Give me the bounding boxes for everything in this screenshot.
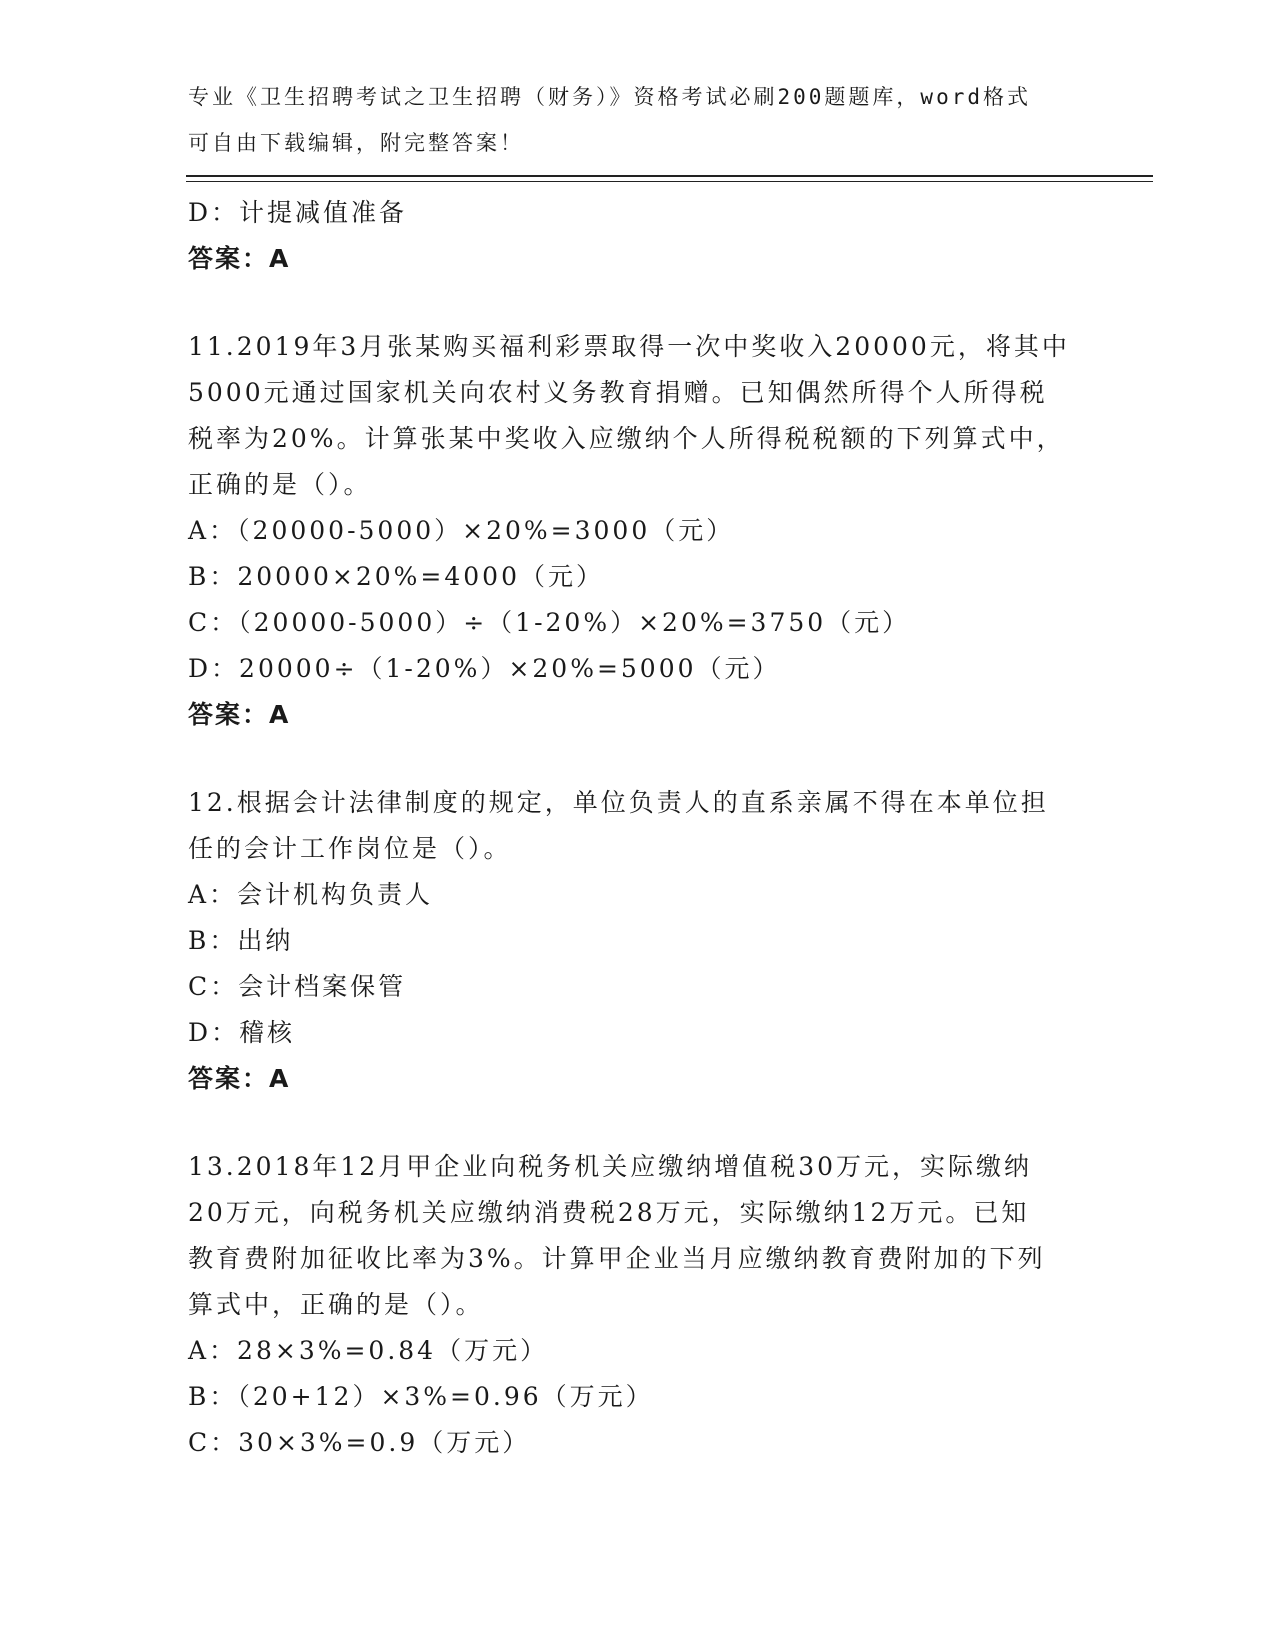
header-line: 可自由下载编辑，附完整答案！ <box>188 131 524 155</box>
answer-line: 答案：A <box>188 700 291 729</box>
spacer <box>188 738 1088 780</box>
option-d: D：计提减值准备 <box>188 198 408 227</box>
question-line: 任的会计工作岗位是（）。 <box>188 834 512 863</box>
question-text <box>188 324 1088 508</box>
question-line: 算式中，正确的是（）。 <box>188 1290 484 1319</box>
question-fragment <box>188 190 1088 282</box>
option-a: A：（20000-5000）×20%=3000（元） <box>188 516 735 545</box>
question-11 <box>188 324 1088 738</box>
question-line: 税率为20%。计算张某中奖收入应缴纳个人所得税税额的下列算式中， <box>188 424 1065 453</box>
option-c: C：会计档案保管 <box>188 972 407 1001</box>
option-b: B：（20+12）×3%=0.96（万元） <box>188 1382 654 1411</box>
question-line: 正确的是（）。 <box>188 470 372 499</box>
header-divider-thick <box>186 175 1153 177</box>
option-d: D：稽核 <box>188 1018 296 1047</box>
answer-line: 答案：A <box>188 244 291 273</box>
question-line: 20万元，向税务机关应缴纳消费税28万元，实际缴纳12万元。已知 <box>188 1198 1030 1227</box>
option-c: C：30×3%=0.9（万元） <box>188 1428 531 1457</box>
question-13 <box>188 1144 1088 1466</box>
option-a: A：28×3%=0.84（万元） <box>188 1336 549 1365</box>
header-line: 专业《卫生招聘考试之卫生招聘（财务）》资格考试必刷200题题库，word格式 <box>188 85 1031 109</box>
question-12 <box>188 780 1088 1102</box>
question-text <box>188 780 1088 872</box>
spacer <box>188 1102 1088 1144</box>
document-body <box>188 190 1088 1466</box>
option-b: B：出纳 <box>188 926 294 955</box>
option-b: B：20000×20%=4000（元） <box>188 562 604 591</box>
question-text <box>188 1144 1088 1328</box>
answer-line: 答案：A <box>188 1064 291 1093</box>
document-header <box>188 74 1088 166</box>
question-line: 5000元通过国家机关向农村义务教育捐赠。已知偶然所得个人所得税 <box>188 378 1048 407</box>
question-line: 13.2018年12月甲企业向税务机关应缴纳增值税30万元，实际缴纳 <box>188 1152 1033 1181</box>
option-a: A：会计机构负责人 <box>188 880 434 909</box>
option-d: D：20000÷（1-20%）×20%=5000（元） <box>188 654 781 683</box>
option-c: C：（20000-5000）÷（1-20%）×20%=3750（元） <box>188 608 911 637</box>
header-divider-thin <box>186 181 1153 182</box>
question-line: 12.根据会计法律制度的规定，单位负责人的直系亲属不得在本单位担 <box>188 788 1049 817</box>
question-line: 教育费附加征收比率为3%。计算甲企业当月应缴纳教育费附加的下列 <box>188 1244 1046 1273</box>
question-line: 11.2019年3月张某购买福利彩票取得一次中奖收入20000元，将其中 <box>188 332 1070 361</box>
spacer <box>188 282 1088 324</box>
